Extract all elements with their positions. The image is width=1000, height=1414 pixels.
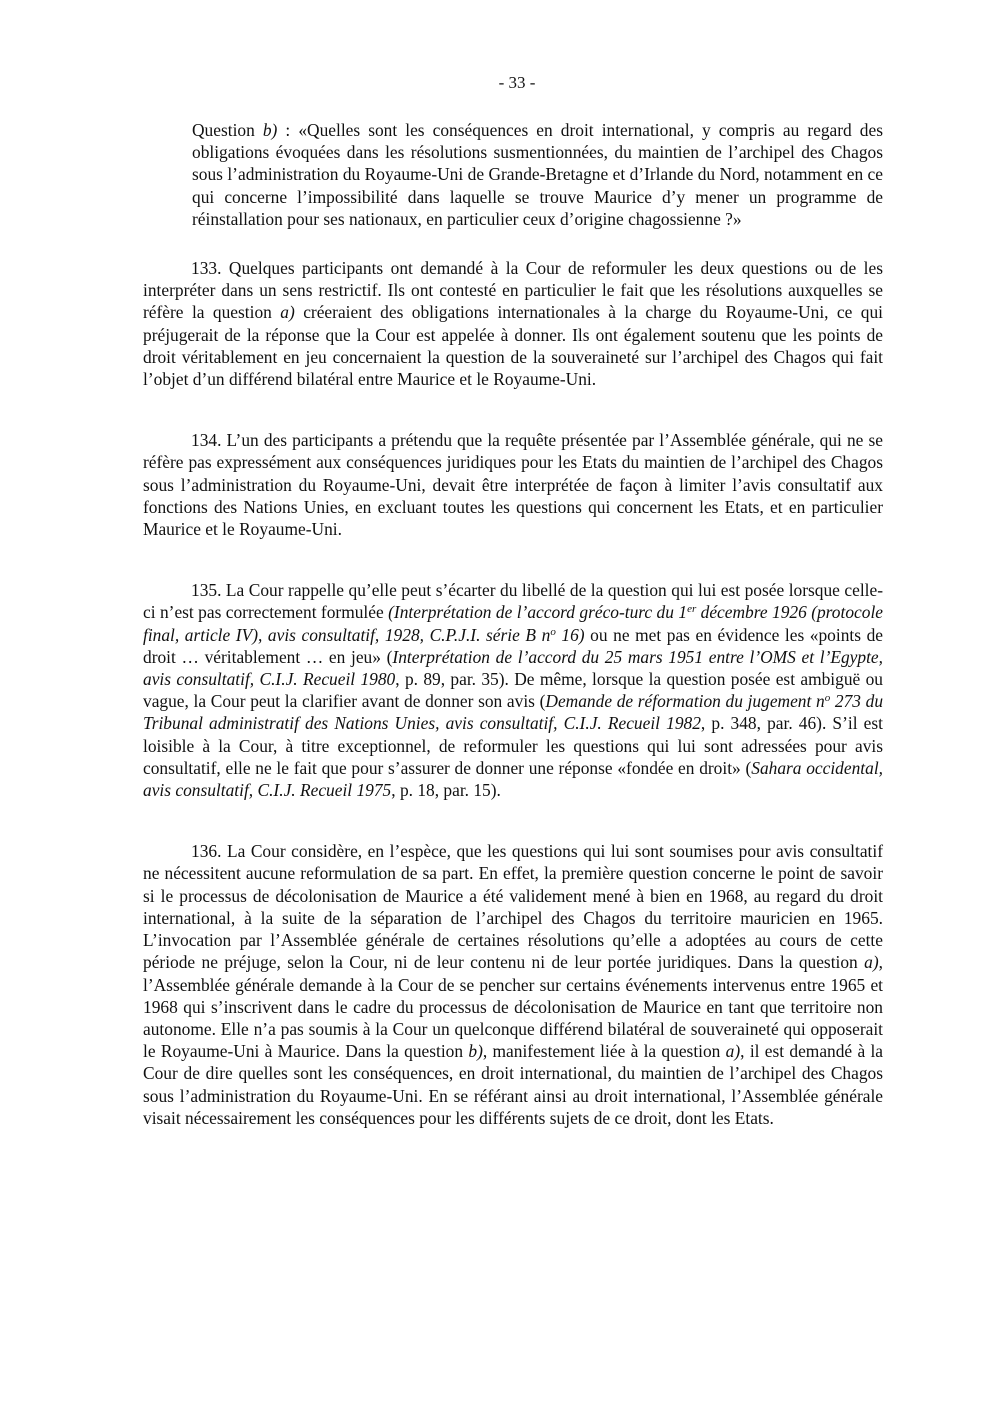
paragraph-136-text-d: , il est demandé à la Cour de dire quelles sont les conséquences, en droit international, du maintien de l’archipel des Chagos sous l’administration du Royaume-Uni. En se référant ainsi au droit international, l’Assemblée générale visait nécessairement les conséquences pour les différents sujets de ce droit, dont les Etats. <box>143 1041 884 1128</box>
superscript-er: er <box>687 603 697 616</box>
quote-label: Question <box>192 120 263 140</box>
paragraph-135-text-a: 135. La Cour rappelle qu’elle peut s’écarter du libellé de la question qui lui est posée lorsque celle-ci n’est pas correctement formulée <box>143 580 883 623</box>
paragraph-134 <box>143 429 883 540</box>
paragraph-135-text-b: ou ne met pas en évidence les «points de droit … véritablement … en jeu» ( <box>143 624 883 667</box>
citation-greco-turc-b: décembre 1926 (protocole final, article IV), avis consultatif, 1928, C.P.J.I. série B n <box>143 602 883 645</box>
quote-label-letter: b) <box>262 120 278 140</box>
paragraph-135-text-c: , p. 89, par. 35). De même, lorsque la question posée est ambiguë ou vague, la Cour peut la clarifier avant de donner son avis ( <box>143 669 883 712</box>
paragraph-134-text: 134. L’un des participants a prétendu que la requête présentée par l’Assemblée générale, qui ne se réfère pas expressément aux conséquences juridiques pour les Etats du maintien de l’archipel des Chagos sous l’administration du Royaume-Uni, devait être interprétée de façon à limiter l’avis consultatif aux fonctions des Nations Unies, en excluant toutes les questions qui concernent les Etats, et en particulier Maurice et le Royaume-Uni. <box>143 430 883 540</box>
paragraph-136-italic-c: a) <box>725 1041 741 1062</box>
document-body <box>143 119 883 1129</box>
citation-greco-turc-c: 16) <box>555 624 585 645</box>
paragraph-136-text-c: , manifestement liée à la question <box>482 1041 726 1062</box>
citation-greco-turc-a: (Interprétation de l’accord gréco-turc du 1 <box>388 602 688 623</box>
citation-jugement-273-a: Demande de réformation du jugement n <box>545 691 825 712</box>
paragraph-133 <box>143 257 883 390</box>
paragraph-136-italic-b: b) <box>468 1041 483 1062</box>
citation-jugement-273-b: 273 du Tribunal administratif des Nations Unies, avis consultatif, C.I.J. Recueil 1982 <box>143 691 884 734</box>
paragraph-136-text-a: 136. La Cour considère, en l’espèce, que les questions qui lui sont soumises pour avis consultatif ne nécessitent aucune reformulation de sa part. En effet, la première question concerne le point de savoir si le processus de décolonisation de Maurice a été validement mené à bien en 1968, au regard du droit international, à la suite de la séparation de l’archipel des Chagos du territoire mauricien en 1965. L’invocation par l’Assemblée générale de certaines résolutions qu’elle a adoptées au cours de cette période ne préjuge, selon la Cour, ni de leur contenu ni de leur portée juridiques. Dans la question <box>143 841 883 973</box>
paragraph-135-text-e: , p. 18, par. 15). <box>391 780 501 801</box>
quote-text: : «Quelles sont les conséquences en droit international, y compris au regard des obligations évoquées dans les résolutions susmentionnées, du maintien de l’archipel des Chagos sous l’administration du Royaume-Uni de Grande-Bretagne et d’Irlande du Nord, notamment en ce qui concerne l’impossibilité dans laquelle se trouve Maurice d’y mener un programme de réinstallation pour ses nationaux, en particulier ceux d’origine chagossienne ?» <box>192 120 883 229</box>
superscript-o: o <box>550 625 556 638</box>
quoted-question-b <box>192 119 883 230</box>
paragraph-136-italic-a: a) <box>864 952 879 973</box>
paragraph-135-text-d: , p. 348, par. 46). S’il est loisible à la Cour, à titre exceptionnel, de reformuler les questions qui lui sont adressées pour avis consultatif, elle ne le fait que pour s’assurer de donner une réponse «fondée en droit» ( <box>143 713 883 778</box>
paragraph-133-text-a: 133. Quelques participants ont demandé à la Cour de reformuler les deux questions ou de les interpréter dans un sens restrictif. Ils ont contesté en particulier le fait que les résolutions auxquelles se réfère la question <box>143 258 883 323</box>
citation-oms-egypte: Interprétation de l’accord du 25 mars 1951 entre l’OMS et l’Egypte, avis consultatif, C.I.J. Recueil 1980 <box>143 646 883 690</box>
paragraph-133-text-b: créeraient des obligations internationales à la charge du Royaume-Uni, ce qui préjugerait de la réponse que la Cour est appelée à donner. Ils ont également soutenu que les points de droit véritablement en jeu concernaient la question de la souveraineté sur l’archipel des Chagos qui fait l’objet d’un différend bilatéral entre Maurice et le Royaume-Uni. <box>143 302 883 390</box>
paragraph-136-text-b: , l’Assemblée générale demande à la Cour de se pencher sur certains événements intervenus entre 1965 et 1968 qui s’inscrivent dans le cadre du processus de décolonisation de Maurice en tant que territoire non autonome. Elle n’a pas soumis à la Cour un quelconque différend bilatéral de souveraineté qui opposerait le Royaume-Uni à Maurice. Dans la question <box>143 952 883 1062</box>
paragraph-133-italic: a) <box>280 302 295 323</box>
paragraph-136 <box>143 840 883 1129</box>
superscript-o-2: o <box>824 692 831 705</box>
paragraph-135 <box>143 579 883 801</box>
citation-sahara-occidental: Sahara occidental, avis consultatif, C.I.J. Recueil 1975 <box>143 757 883 801</box>
page-number: - 33 - <box>498 73 536 92</box>
